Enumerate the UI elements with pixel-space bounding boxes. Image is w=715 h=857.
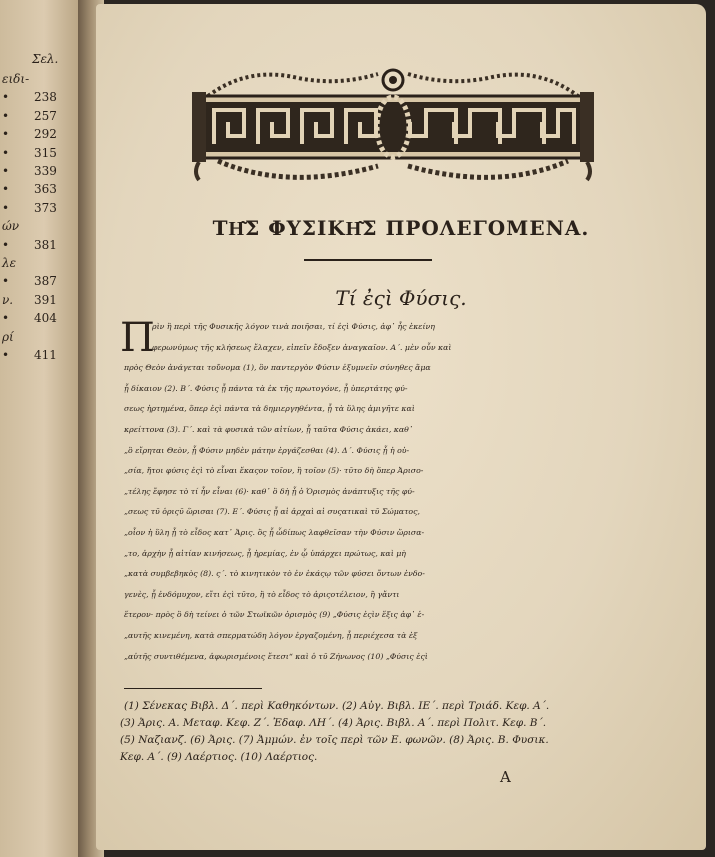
facing-page-number: 404 [34,311,57,326]
facing-page-fragment: ρί [2,329,14,344]
body-line: „αὐτῆς συντιθέμενα, ἀφωρισμένοις ἔτεσι“ καὶ ὁ τῦ Ζήνωνος (10) „Φύσις ἐςὶ [124,651,428,661]
facing-page-fragment: • [2,108,10,123]
facing-page-fragment: • [2,182,10,197]
drop-cap: Π [120,315,155,361]
facing-page-header: Σελ. [32,52,59,66]
body-line: „κατὰ συμβεβηκὸς (8). ς΄. τὸ κινητικὸν τὸ ἐν ἑκάςῳ τῶν φύσει ὄντων ἐνδο- [124,569,425,579]
body-line: „σία, ἤτοι φύσις ἐςὶ τὸ εἶναι ἕκαςον τοῖον, ἢ τοῖον (5)· τῦτο δὴ ὅπερ Ἀρισο- [124,466,424,476]
facing-page-fragment: ειδι- [2,72,30,86]
body-line: „σεως τῦ ὁριςῦ ὥρισαι (7). Ε΄. Φύσις ᾗ αἱ ἀρχαὶ αἱ συςατικαὶ τῦ Σώματος, [124,507,420,517]
facing-page-fragment: • [2,90,10,105]
body-line: ἕτερον· πρὸς ὃ δὴ τείνει ὁ τῶν Στωϊκῶν ὁρισμὸς (9) „Φύσις ἐςὶν ἕξις ἀφ᾽ ἑ- [124,610,425,620]
facing-page-fragment: ν. [2,292,14,307]
body-line: σεως ἠρτημένα, ὅπερ ἐςὶ πάντα τὰ δημιεργηθέντα, ᾗ τὰ ὕλης ἀμιγῆτε καὶ [124,404,415,414]
body-line: „το, ἀρχὴν ᾗ αἰτίαν κινήσεως, ᾗ ἠρεμίας, ἐν ᾧ ὑπάρχει πρώτως, καὶ μὴ [124,548,406,558]
facing-page-number: 292 [34,127,57,142]
facing-page-fragment: • [2,145,10,160]
body-line: πρὸς Θεὸν ἀνάγεται τοὔνομα (1), ὃν παντεργὸν Φύσιν ἐξυμνεῖν σύνηθες ἅμα [124,363,431,373]
signature-mark: Α [500,768,511,786]
facing-page-number: 391 [34,292,57,307]
facing-page-fragment: • [2,127,10,142]
footnote-line: (5) Ναζιανζ. (6) Ἀρις. (7) Ἀμμών. ἐν τοῖς περὶ τῶν Ε. φωνῶν. (8) Ἀρις. Β. Φυσικ. [120,734,549,746]
section-heading: Τί ἐςὶ Φύσις. [335,286,467,310]
facing-page-number: 315 [34,145,57,160]
body-line: „τέλης ἔφησε τὸ τί ἦν εἶναι (6)· καθ᾽ ὃ δὴ ᾗ ὁ Ὁρισμὸς ἀνάπτυξις τῆς φύ- [124,486,415,496]
footnote-rule [124,688,262,689]
footnote-line: (3) Ἀρις. Α. Μεταφ. Κεφ. Ζ΄. Ἐδαφ. ΛΗ΄. (4) Ἀρις. Βιβλ. Α΄. περὶ Πολιτ. Κεφ. Β΄. [120,717,547,729]
facing-page-fragment: ών [2,219,20,234]
footnote-line: Κεφ. Α΄. (9) Λαέρτιος. (10) Λαέρτιος. [120,751,318,763]
page [96,4,706,850]
facing-page-number: 238 [34,90,57,105]
facing-page-fragment: • [2,164,10,178]
facing-page-number: 381 [34,237,57,252]
facing-page-number: 387 [34,274,57,289]
footnote-line: (1) Σένεκας Βιβλ. Δ΄. περὶ Καθηκόντων. (2) Αὐγ. Βιβλ. ΙΕ΄. περὶ Τριάδ. Κεφ. Α΄. [124,700,550,712]
facing-page-number: 373 [34,200,57,215]
facing-page [0,0,80,857]
body-line: ᾗ δίκαιον (2). Β΄. Φύσις ᾗ πάντα τὰ ἐκ τῆς πρωτογόνε, ᾗ ὑπερτάτης φύ- [124,383,408,393]
title-rule [304,259,432,261]
facing-page-fragment: • [2,200,10,215]
facing-page-number: 339 [34,164,57,178]
body-line: „ὃ εἴρηται Θεὸν, ᾗ Φύσιν μηδὲν μάτην ἐργάζεσθαι (4). Δ΄. Φύσις ᾗ ἡ οὐ- [124,445,410,455]
body-line: „αυτῆς κινεμένη, κατὰ σπερματώδη λόγον ἐργαζομένη, ᾗ περιέχεσα τὰ ἐξ [124,631,418,640]
body-line: ρὶν ἢ περὶ τῆς Φυσικῆς λόγον τινὰ ποιῆσαι, τί ἐςὶ Φύσις, ἀφ᾽ ἧς ἐκείνη [152,322,435,331]
facing-page-fragment: • [2,237,10,252]
body-line: φερωνύμως τῆς κλήσεως ἔλαχεν, εἰπεῖν ἔδοξεν ἀναγκαῖον. Α΄. μὲν οὖν καὶ [152,342,452,352]
body-line: „οἷον ἡ ὕλη ᾗ τὸ εἶδος κατ᾽ Ἀρις. ὃς ᾗ ὧδίπως λαφθεῖσαν τὴν Φύσιν ὥρισα- [124,528,425,537]
body-line: κρείττονα (3). Γ΄. καὶ τὰ φυσικὰ τῶν αἰτίων, ᾗ ταῦτα Φύσις ἀκάει, καθ᾽ [124,425,413,434]
facing-page-number: 363 [34,182,57,197]
facing-page-fragment: • [2,311,10,326]
facing-page-number: 411 [34,348,57,362]
facing-page-number: 257 [34,108,57,123]
page-title: ΤΗ͂Σ ΦΥΣΙΚΗ͂Σ ΠΡΟΛΕΓΟΜΕΝΑ. [212,216,590,240]
facing-page-fragment: λε [2,256,17,270]
facing-page-fragment: • [2,274,10,289]
headpiece-ornament [188,66,598,186]
body-line: γενὲς, ᾗ ἐνδόμυχον, εἴτι ἐςὶ τῦτο, ἢ τὸ εἶδος τὸ ἀριςοτέλειον, ἢ γἄντι [124,589,400,599]
facing-page-fragment: • [2,348,10,362]
